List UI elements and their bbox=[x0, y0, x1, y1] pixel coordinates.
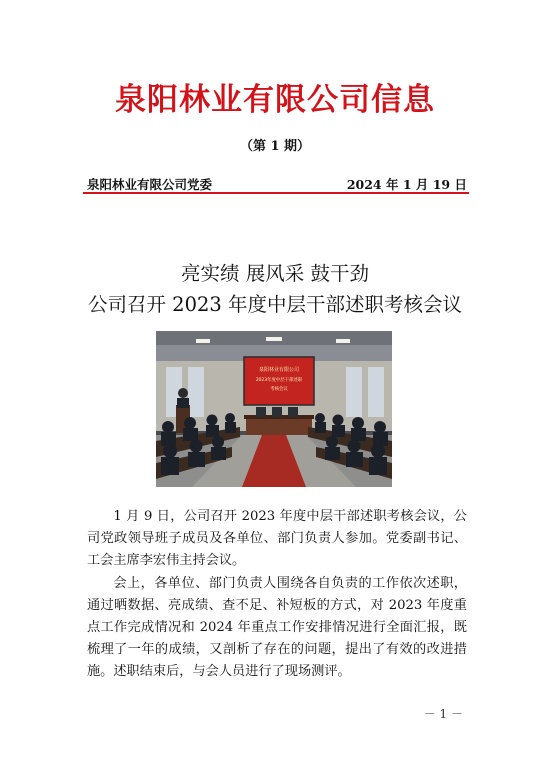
article-body bbox=[87, 506, 467, 684]
screen-text-line-1: 泉阳林业有限公司 bbox=[258, 367, 300, 373]
article-paragraph-1: 1 月 9 日，公司召开 2023 年度中层干部述职考核会议，公司党政领导班子成员及各单位、部门负责人参加。党委副书记、工会主席李宏伟主持会议。 bbox=[87, 509, 467, 569]
publish-date: 2024 年 1 月 19 日 bbox=[346, 177, 467, 192]
screen-text-line-3: 考核会议 bbox=[270, 387, 288, 392]
page-number: － 1 － bbox=[423, 707, 463, 721]
article-paragraph-2: 会上，各单位、部门负责人围绕各自负责的工作依次述职，通过晒数据、亮成绩、查不足、补短板的方式，对 2023 年度重点工作完成情况和 2024 年重点工作安排情况进行全面汇报，既梳理了一年的成绩，又剖析了存在的问题，提出了有效的改进措施。述职结束后，与会人员进行了现场测评。 bbox=[87, 575, 467, 680]
meeting-photo-illustration bbox=[156, 331, 392, 487]
red-divider-rule bbox=[83, 192, 469, 194]
meeting-photo bbox=[156, 331, 392, 487]
issue-number: （第 1 期） bbox=[239, 139, 311, 154]
masthead-title: 泉阳林业有限公司信息 bbox=[115, 82, 435, 118]
headline-line-2: 公司召开 2023 年度中层干部述职考核会议 bbox=[87, 293, 463, 316]
publisher-name: 泉阳林业有限公司党委 bbox=[87, 177, 213, 192]
headline-line-1: 亮实绩 展风采 鼓干劲 bbox=[181, 262, 369, 285]
screen-text-line-2: 2023年度中层干部述职 bbox=[255, 378, 303, 383]
masthead-meta-row bbox=[87, 175, 467, 193]
